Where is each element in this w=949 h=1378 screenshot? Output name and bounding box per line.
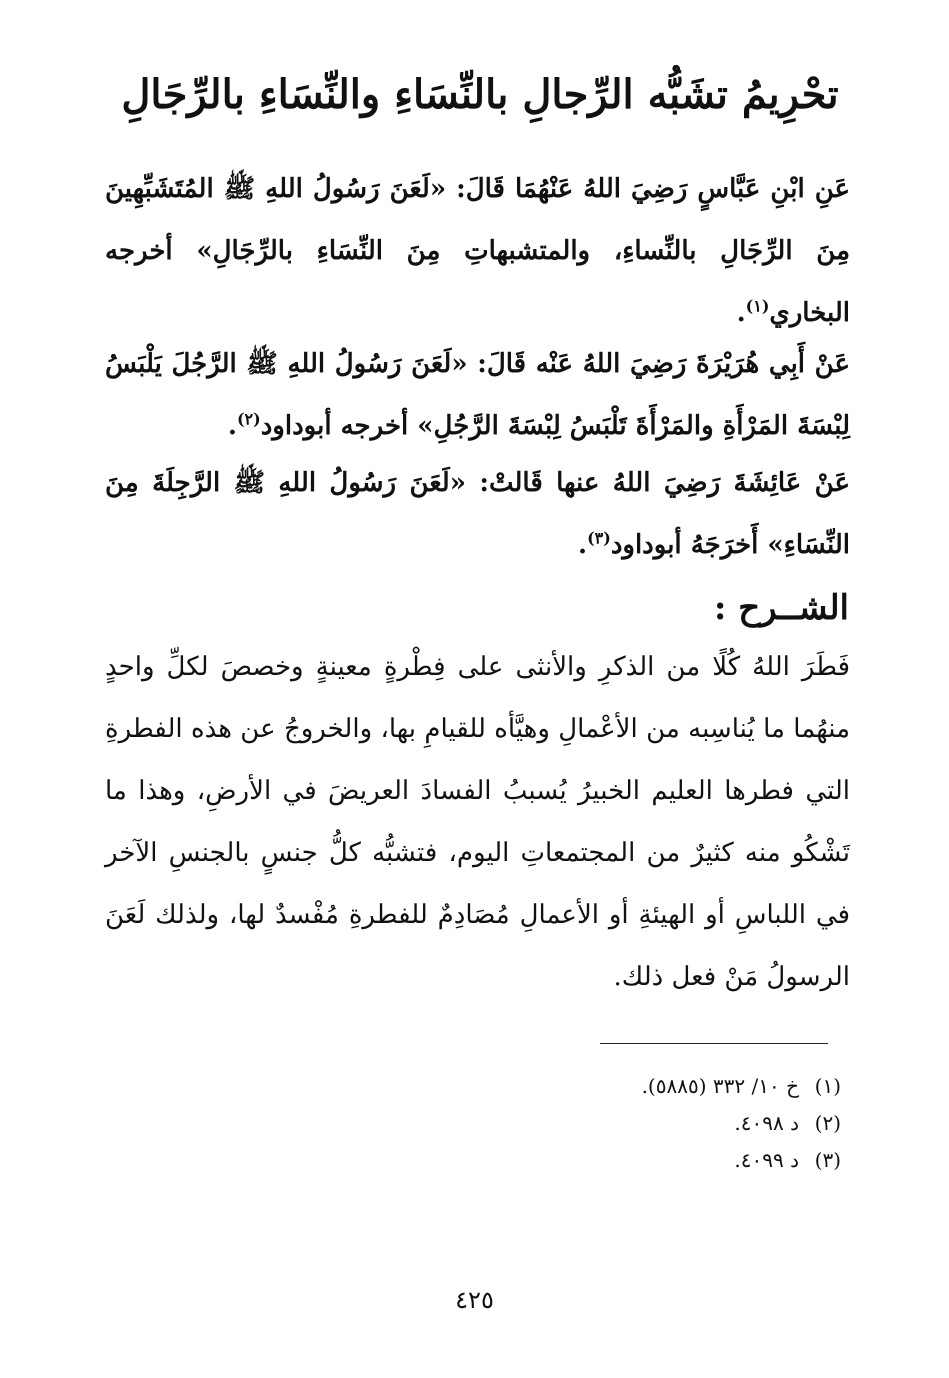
- hadith-1-text: عَنِ ابْنِ عَبَّاسٍ رَضِيَ اللهُ عَنْهُمَا قَالَ: «لَعَنَ رَسُولُ اللهِ ﷺ المُتَشَبِّهِينَ مِنَ الرِّجَالِ بالنِّساءِ، والمتشبهاتِ مِنَ النِّسَاءِ بالرِّجَالِ» أخرجه البخاري: [105, 174, 850, 328]
- hadith-3-end: .: [578, 530, 588, 560]
- footnote-text: خ ١٠/ ٣٣٢ (٥٨٨٥).: [641, 1074, 799, 1098]
- footnote-separator: [600, 1043, 828, 1044]
- sharh-heading: الشــرح :: [713, 588, 849, 628]
- chapter-title: تحْرِيمُ تشَبُّه الرِّجالِ بالنِّسَاءِ والنِّسَاءِ بالرِّجَالِ: [121, 71, 839, 118]
- page-number: ٤٢٥: [455, 1286, 494, 1314]
- hadith-1-end: .: [736, 298, 746, 328]
- hadith-2-end: .: [227, 411, 237, 441]
- footnote-number: (١): [814, 1074, 841, 1098]
- hadith-2: [105, 333, 850, 457]
- footnote-ref-3: (٣): [587, 528, 611, 548]
- hadith-2-text: عَنْ أَبِي هُرَيْرَةَ رَضِيَ اللهُ عَنْه قَالَ: «لَعَنَ رَسُولُ اللهِ ﷺ الرَّجُلَ يَلْبَسُ لِبْسَةَ المَرْأَةِ والمَرْأَةَ تَلْبَسُ لِبْسَةَ الرَّجُلِ» أخرجه أبوداود: [105, 349, 850, 441]
- sharh-paragraph: فَطَرَ اللهُ كُلًا من الذكرِ والأنثى على فِطْرةٍ معينةٍ وخصصَ لكلِّ واحدٍ منهُما ما يُناسِبه من الأعْمالِ وهيَّأه للقيامِ بها، والخروجُ عن هذه الفطرةِ التي فطرها العليم الخبيرُ يُسببُ الفسادَ العريضَ في الأرضِ، وهذا ما تَشْكُو منه كثيرٌ من المجتمعاتِ اليوم، فتشبُّه كلُّ جنسٍ بالجنسِ الآخر في اللباسِ أو الهيئةِ أو الأعمالِ مُصَادِمٌ للفطرةِ مُفْسدٌ لها، ولذلك لَعَنَ الرسولُ مَنْ فعل ذلك.: [105, 652, 850, 992]
- hadith-3-text: عَنْ عَائِشَةَ رَضِيَ اللهُ عنها قَالتْ: «لَعَنَ رَسُولُ اللهِ ﷺ الرَّجِلَةَ مِنَ النِّسَاءِ» أَخرَجَهُ أبوداود: [105, 468, 850, 560]
- footnote-3: [481, 1142, 841, 1179]
- footnote-number: (٢): [814, 1111, 841, 1135]
- hadith-1: [105, 158, 850, 344]
- footnote-text: د ٤٠٩٩.: [734, 1148, 799, 1172]
- footnotes: [481, 1068, 841, 1179]
- footnote-text: د ٤٠٩٨.: [734, 1111, 799, 1135]
- hadith-3: [105, 452, 850, 576]
- footnote-2: [481, 1105, 841, 1142]
- footnote-number: (٣): [814, 1148, 841, 1172]
- footnote-ref-2: (٢): [236, 409, 261, 429]
- footnote-1: [481, 1068, 841, 1105]
- footnote-ref-1: (١): [745, 296, 770, 316]
